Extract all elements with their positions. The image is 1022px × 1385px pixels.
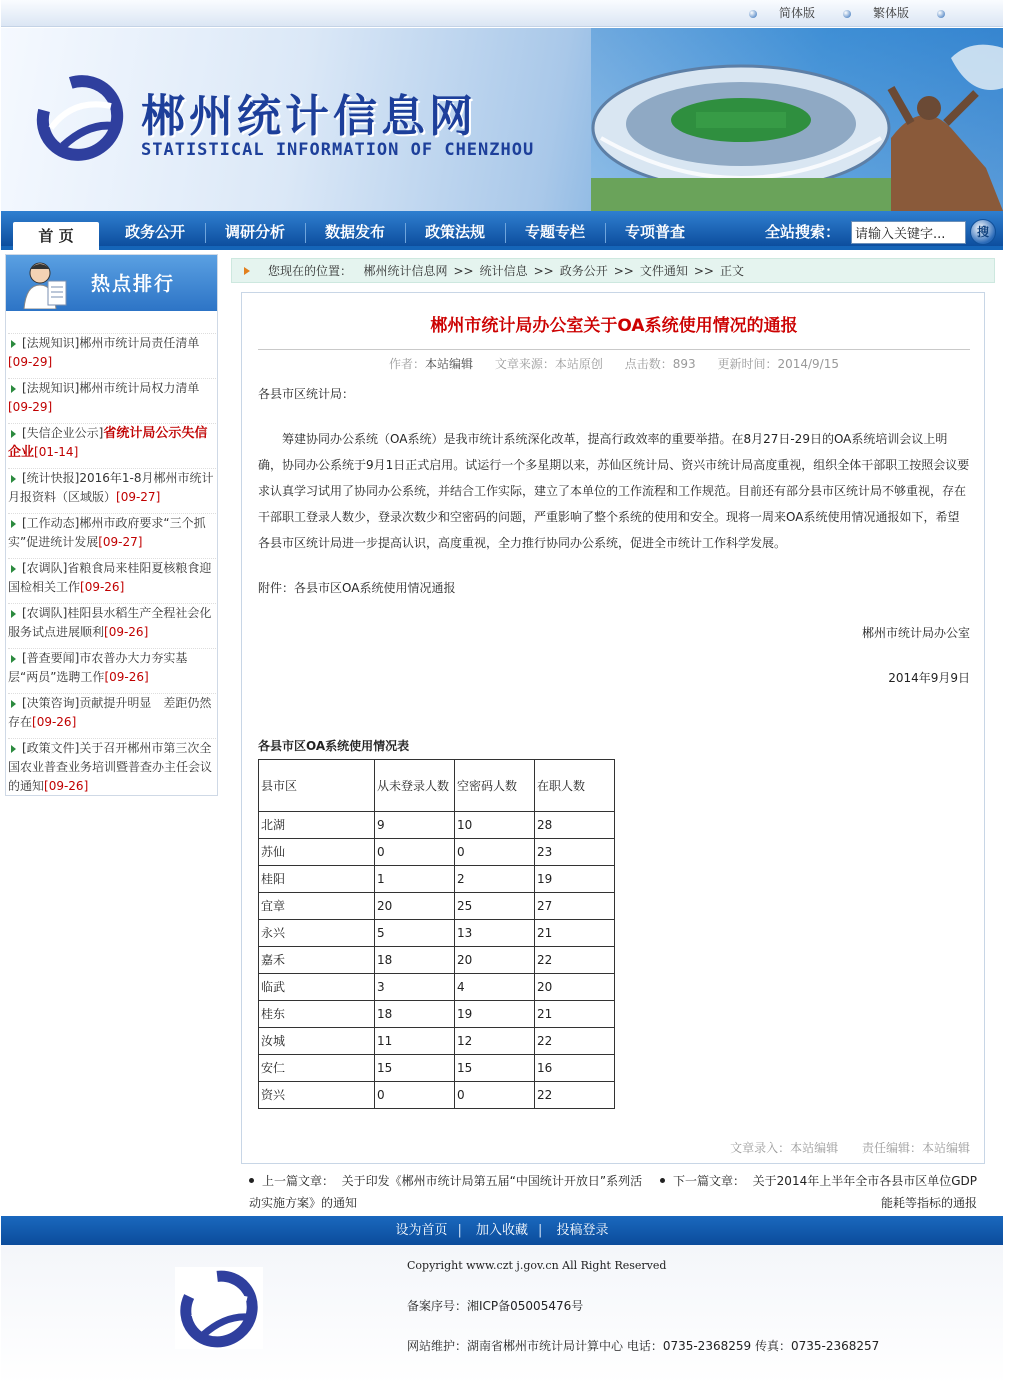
avatar-icon [20,259,70,309]
table-cell: 桂阳 [259,866,375,893]
hot-ranking-panel [5,254,218,796]
arrow-icon [11,430,16,438]
prev-next-links [249,1170,977,1214]
article [241,292,985,1164]
traditional-chinese-link[interactable]: 繁体版 [843,5,909,21]
nav-policies[interactable]: 政策法规 [424,223,485,241]
table-cell: 临武 [259,974,375,1001]
breadcrumb-arrow-icon [244,267,250,275]
icp-number: 备案序号：湘ICP备05005476号 [407,1299,584,1313]
list-item[interactable]: [法规知识]郴州市统计局权力清单[09-29] [8,378,216,417]
list-item[interactable]: [失信企业公示]省统计局公示失信企业[01-14] [8,423,216,462]
table-cell: 21 [535,920,615,947]
hot-ranking-header [6,255,217,311]
table-cell: 4 [455,974,535,1001]
attachment: 附件：各县市区OA系统使用情况通报 [258,581,456,595]
breadcrumb-item[interactable]: 文件通知 [639,264,688,278]
search-label: 全站搜索： [765,223,841,241]
table-cell: 25 [455,893,535,920]
list-item[interactable]: [普查要闻]市农普办大力夯实基层“两员”选聘工作[09-26] [8,648,216,687]
table-row [259,974,615,1001]
stats-table [258,759,615,1109]
table-cell: 9 [375,812,455,839]
table-cell: 19 [455,1001,535,1028]
table-cell: 嘉禾 [259,947,375,974]
arrow-icon [11,520,16,528]
table-cell: 13 [455,920,535,947]
set-homepage-link[interactable]: 设为首页 [395,1223,448,1238]
nav-census[interactable]: 专项普查 [624,223,685,241]
prev-label: 上一篇文章： [262,1174,335,1188]
header-banner [1,28,1003,211]
bullet-icon [749,10,757,18]
arrow-icon [11,700,16,708]
breadcrumb: 您现在的位置： 郴州统计信息网 >> 统计信息 >> 政务公开 >> 文件通知 >> 正文 [231,258,995,283]
page-frame [1,0,1003,1385]
arrow-icon [11,655,16,663]
table-cell: 0 [455,1082,535,1109]
table-header-cell: 在职人数 [535,760,615,812]
search-button[interactable]: 搜 [970,219,996,245]
article-body [258,381,970,710]
table-cell: 15 [455,1055,535,1082]
list-item[interactable]: [决策咨询]贡献提升明显 差距仍然存在[09-26] [8,693,216,732]
bullet-icon [660,1178,665,1183]
table-cell: 19 [535,866,615,893]
table-cell: 0 [375,1082,455,1109]
next-label: 下一篇文章： [673,1174,746,1188]
table-row [259,812,615,839]
nav-government-affairs[interactable]: 政务公开 [124,223,185,241]
table-title: 各县市区OA系统使用情况表 [258,739,410,753]
table-cell: 20 [535,974,615,1001]
submit-login-link[interactable]: 投稿登录 [556,1223,609,1238]
table-cell: 5 [375,920,455,947]
footer-logo-icon [175,1267,263,1349]
bullet-icon [843,10,851,18]
table-cell: 22 [535,1082,615,1109]
table-cell: 27 [535,893,615,920]
breadcrumb-item[interactable]: 郴州统计信息网 [363,264,448,278]
table-row [259,866,615,893]
table-header-cell: 从未登录人数 [375,760,455,812]
arrow-icon [11,385,16,393]
table-cell: 18 [375,947,455,974]
table-row [259,839,615,866]
table-cell: 3 [375,974,455,1001]
nav-home[interactable]: 首 页 [13,222,99,250]
nav-research-analysis[interactable]: 调研分析 [224,223,285,241]
next-article-link[interactable]: 关于2014年上半年全市各县市区单位GDP能耗等指标的通报 [752,1174,977,1210]
table-row [259,1082,615,1109]
table-cell: 安仁 [259,1055,375,1082]
table-cell: 10 [455,812,535,839]
sign-date: 2014年9月9日 [888,671,970,685]
add-favorite-link[interactable]: 加入收藏 [475,1223,528,1238]
arrow-icon [11,340,16,348]
nav-data-release[interactable]: 数据发布 [324,223,385,241]
table-cell: 北湖 [259,812,375,839]
signature: 郴州市统计局办公室 [861,626,970,640]
table-cell: 12 [455,1028,535,1055]
table-cell: 宜章 [259,893,375,920]
breadcrumb-item[interactable]: 统计信息 [479,264,528,278]
maintenance-info: 网站维护：湖南省郴州市统计局计算中心 电话：0735-2368259 传真：0735-2368257 [407,1339,880,1353]
list-item[interactable]: [政策文件]关于召开郴州市第三次全国农业普查业务培训暨普查办主任会议的通知[09-26] [8,738,216,796]
table-cell: 16 [535,1055,615,1082]
article-footer: 文章录入：本站编辑 责任编辑：本站编辑 [730,1141,970,1155]
arrow-icon [11,565,16,573]
table-row [259,1001,615,1028]
table-cell: 20 [455,947,535,974]
list-item[interactable]: [农调队]桂阳县水稻生产全程社会化服务试点进展顺利[09-26] [8,603,216,642]
table-cell: 0 [455,839,535,866]
nav-special-topics[interactable]: 专题专栏 [524,223,585,241]
table-header-cell: 县市区 [259,760,375,812]
table-cell: 1 [375,866,455,893]
table-cell: 苏仙 [259,839,375,866]
table-cell: 21 [535,1001,615,1028]
footer [1,1245,1003,1385]
site-subtitle: STATISTICAL INFORMATION OF CHENZHOU [141,140,535,160]
hot-list [8,333,216,802]
arrow-icon [11,610,16,618]
breadcrumb-item: 正文 [719,264,744,278]
table-cell: 资兴 [259,1082,375,1109]
table-cell: 22 [535,1028,615,1055]
table-cell: 0 [375,839,455,866]
table-cell: 22 [535,947,615,974]
footer-links-bar: 设为首页 | 加入收藏 | 投稿登录 [1,1216,1003,1245]
table-row [259,893,615,920]
table-cell: 18 [375,1001,455,1028]
table-row [259,947,615,974]
search-input[interactable] [851,221,966,244]
list-item[interactable]: [工作动态]郴州市政府要求“三个抓实”促进统计发展[09-27] [8,513,216,552]
simplified-chinese-link[interactable]: 简体版 [749,5,815,21]
bullet-icon [937,10,945,18]
table-cell: 永兴 [259,920,375,947]
prev-article-link[interactable]: 关于印发《郴州市统计局第五届“中国统计开放日”系列活动实施方案》的通知 [249,1174,643,1210]
lang-bullet-icon [937,5,945,21]
arrow-icon [11,745,16,753]
table-cell: 桂东 [259,1001,375,1028]
list-item[interactable]: [统计快报]2016年1-8月郴州市统计月报资料（区域版）[09-27] [8,468,216,507]
breadcrumb-item[interactable]: 政务公开 [559,264,608,278]
table-row [259,920,615,947]
language-bar [1,0,1003,27]
table-header-row [259,760,615,812]
table-cell: 23 [535,839,615,866]
table-header-cell: 空密码人数 [455,760,535,812]
stadium-image [591,28,1003,211]
site-title: 郴州统计信息网 [141,91,477,142]
bullet-icon [249,1178,254,1183]
list-item[interactable]: [农调队]省粮食局来桂阳夏核粮食迎国检相关工作[09-26] [8,558,216,597]
table-cell: 2 [455,866,535,893]
table-cell: 11 [375,1028,455,1055]
main-nav [1,211,1003,250]
article-meta: 作者：本站编辑 文章来源：本站原创 点击数：893 更新时间：2014/9/15 [388,357,839,371]
divider [258,349,970,350]
table-cell: 20 [375,893,455,920]
table-cell: 28 [535,812,615,839]
list-item[interactable]: [法规知识]郴州市统计局责任清单[09-29] [8,333,216,372]
table-cell: 汝城 [259,1028,375,1055]
body-paragraph: 筹建协同办公系统（OA系统）是我市统计系统深化改革，提高行政效率的重要举措。在8月27日-29日的OA系统培训会议上明确，协同办公系统于9月1日正式启用。试运行一个多星期以来，苏仙区统计局、资兴市统计局高度重视，组织全体干部职工按照会议要求认真学习试用了协同办公系统，并结合工作实际，建立了本单位的工作流程和工作规范。目前还有部分县市区统计局不够重视，存在干部职工登录人数少，登录次数少和空密码的问题，严重影响了整个系统的使用和安全。现将一周来OA系统使用情况通报如下，希望各县市区统计局进一步提高认识，高度重视，全力推行协同办公系统，促进全市统计工作科学发展。 [258,432,970,550]
copyright: Copyright www.czt j.gov.cn All Right Reserved [407,1259,667,1272]
article-title: 郴州市统计局办公室关于OA系统使用情况的通报 [430,316,798,336]
site-logo-icon [33,68,128,163]
salutation: 各县市区统计局： [258,387,355,401]
table-row [259,1028,615,1055]
arrow-icon [11,475,16,483]
table-row [259,1055,615,1082]
hot-ranking-title: 热点排行 [91,273,176,295]
table-cell: 15 [375,1055,455,1082]
